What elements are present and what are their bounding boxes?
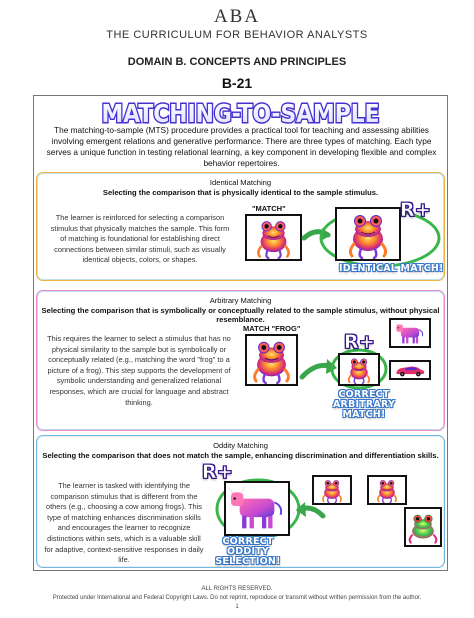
page-number: 1 — [235, 604, 239, 610]
sample-stimulus — [245, 214, 302, 261]
comparison-car[interactable] — [389, 360, 431, 380]
panel-subtitle: Selecting the comparison that is symbolically or conceptually related to the sample stimulus, without physical resemblance. — [41, 306, 440, 324]
result-line: CORRECT — [222, 536, 274, 547]
frog-icon — [406, 509, 440, 545]
comparison-cow[interactable] — [224, 481, 290, 536]
panel-subtitle: Selecting the comparison that is physically identical to the sample stimulus. — [102, 188, 379, 197]
panel-body: This requires the learner to select a stimulus that has no physical similarity to the sample but is symbolically or conceptually related (e.g., matching the word "frog" to a picture of a frog). This step supports the development of symbolic understanding and generalized relational responses, which are crucial for language and abstract thinking. — [47, 334, 231, 407]
result-line: SELECTION! — [215, 556, 281, 567]
result-label — [205, 537, 291, 567]
page-title-text: MATCHING-TO-SAMPLE — [101, 99, 380, 128]
result-line: CORRECT — [338, 389, 390, 400]
comparison-frog[interactable] — [367, 475, 407, 505]
panel-subtitle: Selecting the comparison that does not match the sample, enhancing discrimination and differentiation skills. — [42, 451, 439, 460]
comparison-cow[interactable] — [389, 318, 431, 348]
brand-subtitle: THE CURRICULUM FOR BEHAVIOR ANALYSTS — [106, 29, 368, 41]
comparison-frog[interactable] — [338, 353, 380, 386]
frog-icon — [340, 355, 378, 384]
panel-title: Oddity Matching — [213, 441, 268, 450]
panel-body: The learner is tasked with identifying the comparison stimulus that is different from the others (e.g., choosing a cow among frogs). This type of matching enhances discrimination skills and encourages the learner to recognize distinctions within sets, which is a valuable skill for adaptive, context-sensitive responses in daily life. — [44, 481, 204, 565]
reinforcer-badge: R+ — [344, 331, 375, 353]
footer-rights: ALL RIGHTS RESERVED. — [201, 586, 273, 592]
panel-body: The learner is reinforced for selecting a comparison stimulus that physically matches the sample. This form of matching is foundational for establishing direct connections between similar stimuli, such as visually identical objects, colors, or shapes. — [50, 213, 230, 265]
intro-paragraph: The matching-to-sample (MTS) procedure provides a practical tool for teaching and assessing abilities involving emergent relations and generative performance. There are three types of matching. Each type serves a unique function in testing relational learning, a key component in developing flexible and complex behavior repertoires. — [46, 125, 437, 168]
brand-logo: ABA — [213, 6, 261, 27]
identical-matching-panel — [36, 172, 445, 281]
panel-title: Identical Matching — [209, 178, 272, 187]
match-caption: "MATCH" — [252, 204, 286, 213]
arbitrary-matching-panel — [36, 290, 445, 431]
reinforcer-badge: R+ — [400, 199, 431, 221]
frog-icon — [337, 209, 399, 259]
arrow-icon — [295, 496, 327, 526]
reinforcer-badge: R+ — [202, 461, 233, 483]
cow-icon — [391, 320, 429, 346]
comparison-stimulus[interactable] — [335, 207, 401, 261]
comparison-frog[interactable] — [404, 507, 442, 547]
car-icon — [391, 362, 429, 378]
frog-icon — [369, 477, 405, 503]
footer-copyright: Protected under International and Federal Copyright Laws. Do not reprint, reproduce or transmit without written permission from the author. — [52, 595, 422, 601]
result-line: MATCH! — [342, 409, 386, 420]
panel-title: Arbitrary Matching — [209, 296, 272, 305]
page-title — [98, 98, 383, 128]
result-line: ARBITRARY — [332, 399, 396, 410]
domain-heading: DOMAIN B. CONCEPTS AND PRINCIPLES — [127, 56, 347, 68]
result-label — [324, 390, 404, 420]
frog-icon — [247, 336, 296, 384]
sample-stimulus — [245, 334, 298, 386]
content-frame — [33, 95, 448, 571]
result-label: IDENTICAL MATCH! — [339, 263, 444, 274]
section-code: B-21 — [221, 75, 253, 91]
match-caption: MATCH "FROG" — [243, 324, 301, 333]
cow-icon — [226, 483, 288, 534]
frog-icon — [247, 216, 300, 259]
oddity-matching-panel — [36, 435, 445, 568]
result-line: ODDITY — [227, 546, 269, 557]
